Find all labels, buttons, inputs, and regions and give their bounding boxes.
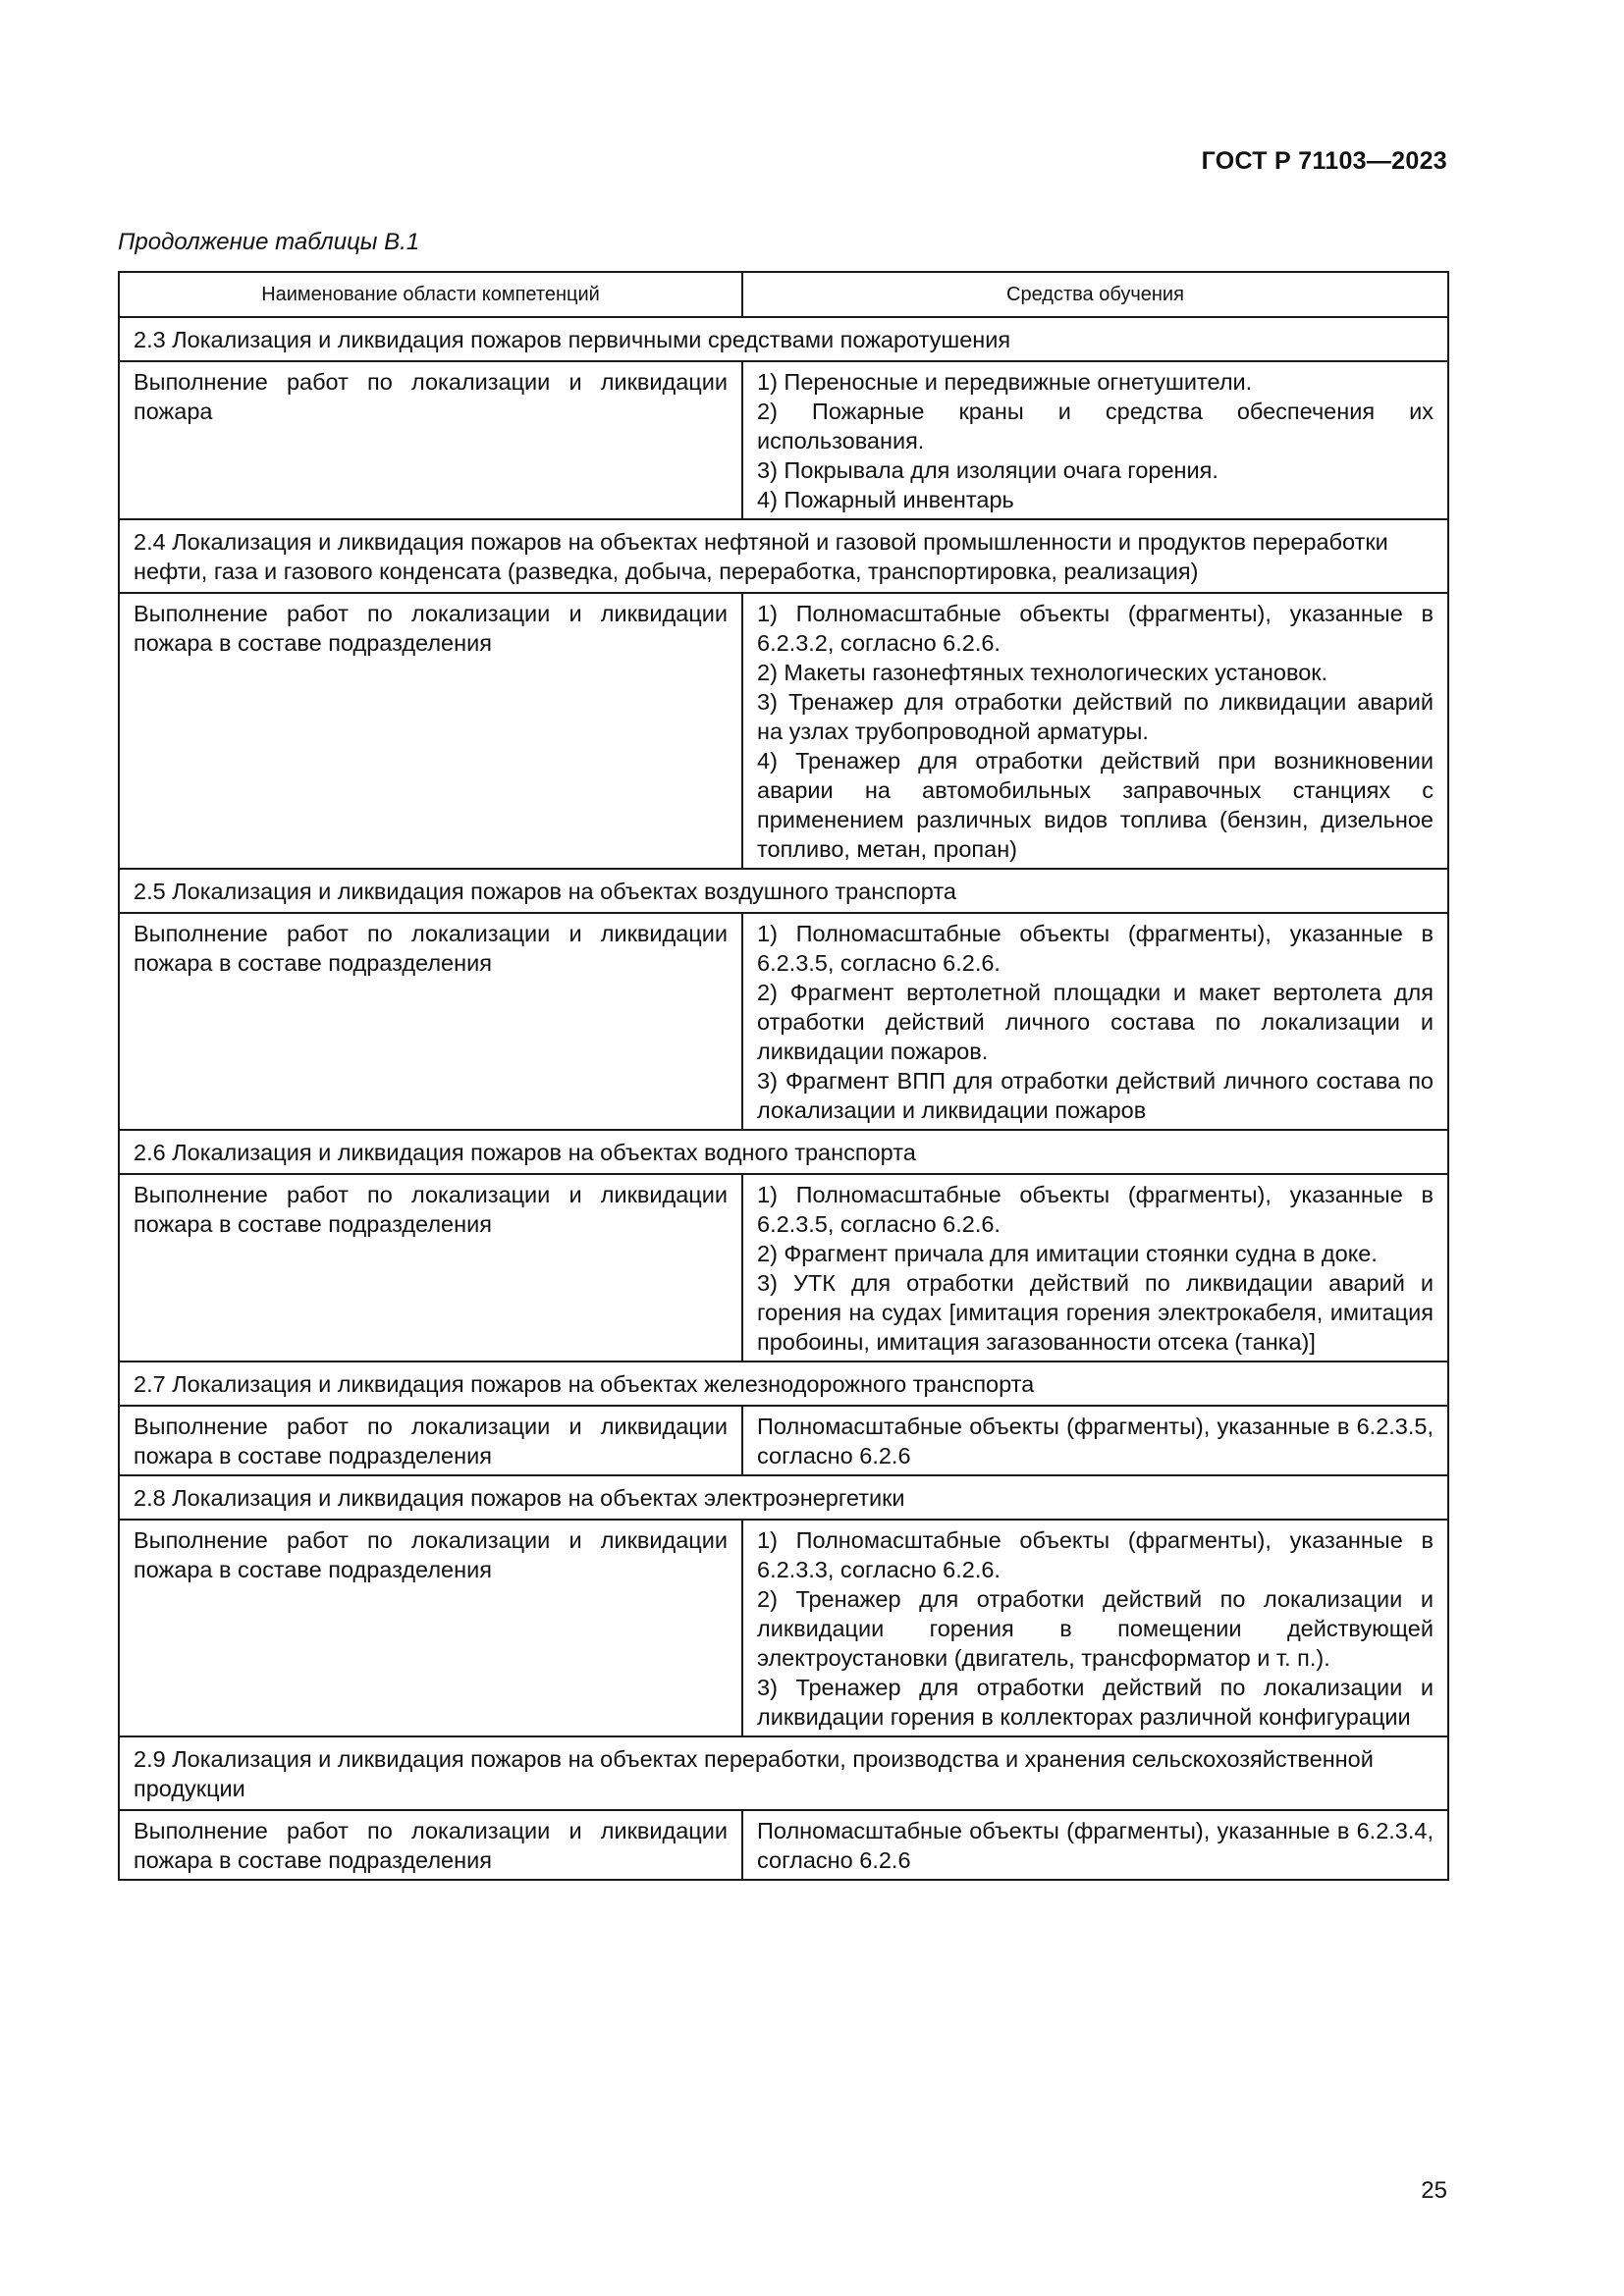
training-means-table bbox=[118, 271, 1449, 1881]
means-item: 1) Полномасштабные объекты (фрагменты), указанные в 6.2.3.5, согласно 6.2.6. bbox=[757, 921, 1434, 976]
means-cell bbox=[742, 1810, 1448, 1880]
means-item: 4) Пожарный инвентарь bbox=[757, 487, 1014, 512]
means-item: 1) Переносные и передвижные огнетушители. bbox=[757, 369, 1253, 395]
competence-cell: Выполнение работ по локализации и ликвидации пожара в составе подразделения bbox=[119, 1406, 742, 1475]
means-cell bbox=[742, 1406, 1448, 1475]
section-title: 2.7 Локализация и ликвидация пожаров на объектах железнодорожного транспорта bbox=[119, 1362, 1448, 1406]
means-cell bbox=[742, 1174, 1448, 1362]
table-row bbox=[119, 593, 1448, 869]
table-row bbox=[119, 1406, 1448, 1475]
table-body bbox=[119, 317, 1448, 1880]
table-row bbox=[119, 913, 1448, 1130]
document-code: ГОСТ Р 71103—2023 bbox=[1201, 147, 1447, 175]
means-item: 2) Пожарные краны и средства обеспечения их использования. bbox=[757, 399, 1434, 454]
means-item: 3) УТК для отработки действий по ликвидации аварий и горения на судах [имитация горения электрокабеля, имитация пробоины, имитация загазованности отсека (танка)] bbox=[757, 1270, 1434, 1355]
section-row bbox=[119, 869, 1448, 913]
competence-cell: Выполнение работ по локализации и ликвидации пожара в составе подразделения bbox=[119, 913, 742, 1130]
section-row bbox=[119, 1475, 1448, 1520]
page-number: 25 bbox=[1421, 2177, 1447, 2204]
means-item: 3) Тренажер для отработки действий по ликвидации аварий на узлах трубопроводной арматуры. bbox=[757, 689, 1434, 744]
means-item: 3) Покрывала для изоляции очага горения. bbox=[757, 457, 1218, 483]
means-item: 1) Полномасштабные объекты (фрагменты), указанные в 6.2.3.2, согласно 6.2.6. bbox=[757, 601, 1434, 656]
competence-cell: Выполнение работ по локализации и ликвидации пожара в составе подразделения bbox=[119, 593, 742, 869]
means-cell bbox=[742, 1520, 1448, 1736]
competence-cell: Выполнение работ по локализации и ликвидации пожара bbox=[119, 361, 742, 519]
means-item: 2) Макеты газонефтяных технологических установок. bbox=[757, 660, 1328, 685]
section-row bbox=[119, 519, 1448, 593]
table-caption: Продолжение таблицы В.1 bbox=[118, 229, 420, 255]
column-header-competence: Наименование области компетенций bbox=[119, 272, 742, 317]
section-title: 2.5 Локализация и ликвидация пожаров на объектах воздушного транспорта bbox=[119, 869, 1448, 913]
section-title: 2.9 Локализация и ликвидация пожаров на объектах переработки, производства и хранения сельскохозяйственной продукции bbox=[119, 1736, 1448, 1810]
means-cell bbox=[742, 593, 1448, 869]
means-item: 1) Полномасштабные объекты (фрагменты), указанные в 6.2.3.3, согласно 6.2.6. bbox=[757, 1527, 1434, 1582]
competence-cell: Выполнение работ по локализации и ликвидации пожара в составе подразделения bbox=[119, 1174, 742, 1362]
means-item: 2) Фрагмент вертолетной площадки и макет вертолета для отработки действий личного состава по локализации и ликвидации пожаров. bbox=[757, 980, 1434, 1064]
competence-cell: Выполнение работ по локализации и ликвидации пожара в составе подразделения bbox=[119, 1810, 742, 1880]
table-header-row bbox=[119, 272, 1448, 317]
table-row bbox=[119, 361, 1448, 519]
means-item: 3) Тренажер для отработки действий по локализации и ликвидации горения в коллекторах различной конфигурации bbox=[757, 1675, 1434, 1730]
table-row bbox=[119, 1810, 1448, 1880]
section-title: 2.8 Локализация и ликвидация пожаров на объектах электроэнергетики bbox=[119, 1475, 1448, 1520]
column-header-means: Средства обучения bbox=[742, 272, 1448, 317]
section-row bbox=[119, 1362, 1448, 1406]
table-row bbox=[119, 1174, 1448, 1362]
section-title: 2.6 Локализация и ликвидация пожаров на объектах водного транспорта bbox=[119, 1130, 1448, 1174]
means-item: Полномасштабные объекты (фрагменты), указанные в 6.2.3.5, согласно 6.2.6 bbox=[757, 1414, 1434, 1468]
means-item: 2) Фрагмент причала для имитации стоянки судна в доке. bbox=[757, 1241, 1378, 1266]
means-item: 3) Фрагмент ВПП для отработки действий личного состава по локализации и ликвидации пожаров bbox=[757, 1068, 1434, 1123]
section-row bbox=[119, 1736, 1448, 1810]
section-row bbox=[119, 1130, 1448, 1174]
section-title: 2.3 Локализация и ликвидация пожаров первичными средствами пожаротушения bbox=[119, 317, 1448, 361]
section-title: 2.4 Локализация и ликвидация пожаров на объектах нефтяной и газовой промышленности и продуктов переработки нефти, газа и газового конденсата (разведка, добыча, переработка, транспортировка, реализация) bbox=[119, 519, 1448, 593]
means-item: 4) Тренажер для отработки действий при возникновении аварии на автомобильных заправочных станциях с применением различных видов топлива (бензин, дизельное топливо, метан, пропан) bbox=[757, 748, 1434, 862]
means-item: 1) Полномасштабные объекты (фрагменты), указанные в 6.2.3.5, согласно 6.2.6. bbox=[757, 1182, 1434, 1237]
means-cell bbox=[742, 361, 1448, 519]
means-cell bbox=[742, 913, 1448, 1130]
competence-cell: Выполнение работ по локализации и ликвидации пожара в составе подразделения bbox=[119, 1520, 742, 1736]
table-row bbox=[119, 1520, 1448, 1736]
means-item: Полномасштабные объекты (фрагменты), указанные в 6.2.3.4, согласно 6.2.6 bbox=[757, 1818, 1434, 1873]
section-row bbox=[119, 317, 1448, 361]
means-item: 2) Тренажер для отработки действий по локализации и ликвидации горения в помещении действующей электроустановки (двигатель, трансформатор и т. п.). bbox=[757, 1586, 1434, 1671]
